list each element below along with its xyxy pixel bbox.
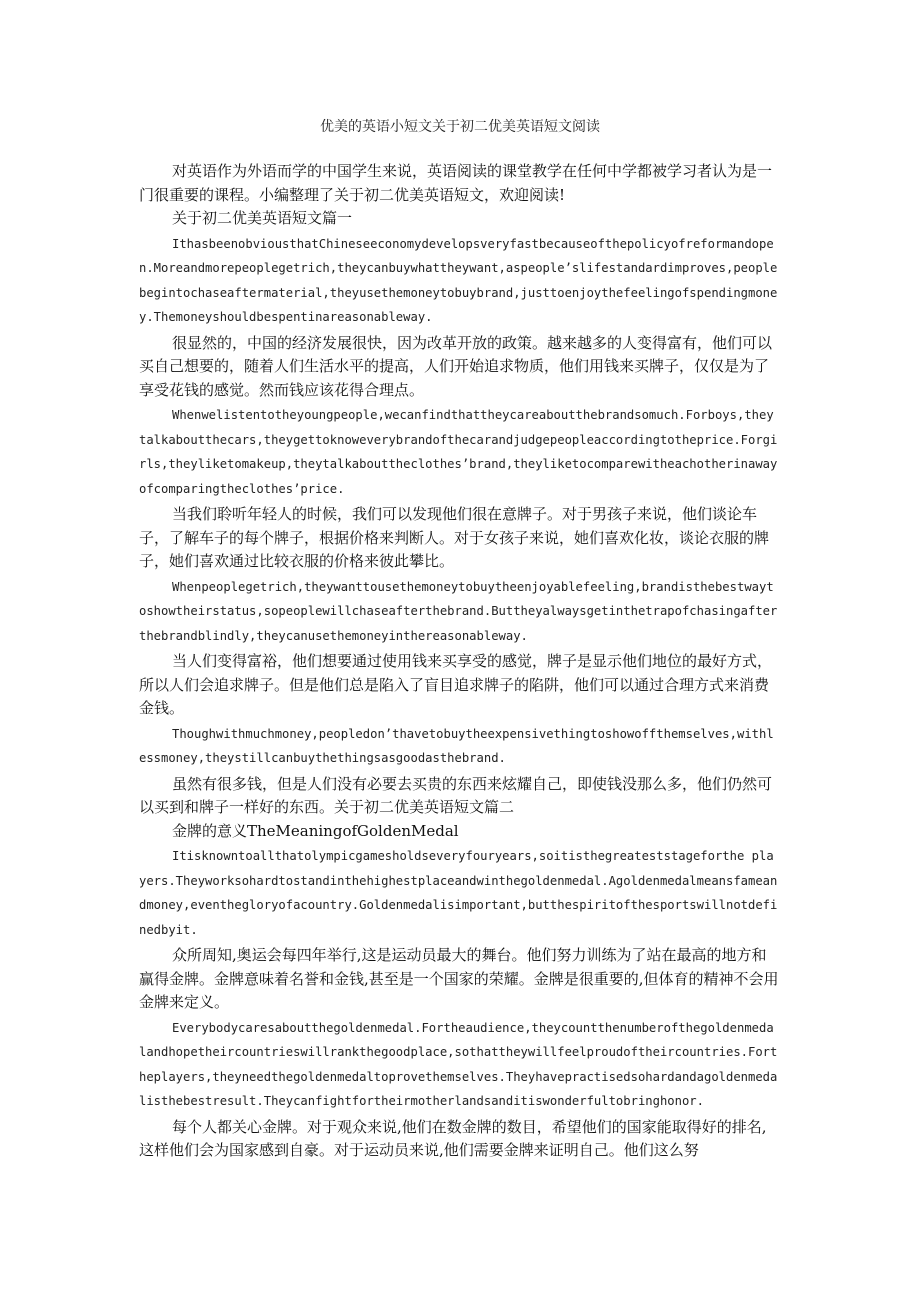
- paragraph-chinese: 很显然的，中国的经济发展很快，因为改革开放的政策。越来越多的人变得富有，他们可以买自己想要的，随着人们生活水平的提高，人们开始追求物质，他们用钱来买牌子，仅仅是为了享受花钱的感觉。然而钱应该花得合理点。: [139, 333, 773, 399]
- section-heading-two: 金牌的意义TheMeaningofGoldenMedal: [172, 821, 459, 840]
- paragraph-chinese: 众所周知,奥运会每四年举行,这是运动员最大的舞台。他们努力训练为了站在最高的地方和赢得金牌。金牌意味着名誉和金钱,甚至是一个国家的荣耀。金牌是很重要的,但体育的精神不会用金牌来定义。: [139, 946, 779, 1011]
- paragraph-chinese: 每个人都关心金牌。对于观众来说,他们在数金牌的数目，希望他们的国家能取得好的排名,这样他们会为国家感到自豪。对于运动员来说,他们需要金牌来证明自己。他们这么努: [139, 1117, 767, 1159]
- section-heading-one: 关于初二优美英语短文篇一: [172, 209, 353, 227]
- paragraph-chinese: 当我们聆听年轻人的时候，我们可以发现他们很在意牌子。对于男孩子来说，他们谈论车子，了解车子的每个牌子，根据价格来判断人。对于女孩子来说，她们喜欢化妆，谈论衣服的牌子，她们喜欢通过比较衣服的价格来彼此攀比。: [139, 505, 770, 570]
- paragraph-english: Whenwelistentotheyoungpeople,wecanfindthattheycareaboutthebrandsomuch.Forboys,theytalkaboutthecars,theygettoknoweverybrandofthecarandjudgepeopleaccordingtotheprice.Forgirls,theyliketomakeup,theytalkabouttheclothes’brand,theyliketocomparewitheachotherinawayofcomparingtheclothes’price.: [139, 408, 778, 496]
- paragraph-english: Everybodycaresaboutthegoldenmedal.Fortheaudience,theycountthenumberofthegoldenmedalandhopetheircountrieswillrankthegoodplace,sothattheywillfeelproudoftheircountries.Fortheplayers,theyneedthegoldenmedaltoprovethemselves.Theyhavepractisedsohardandagoldenmedalisthebestresult.Theycanfightfortheirmotherlandsanditiswonderfultobringhonor.: [139, 1020, 778, 1108]
- paragraph-english: Itisknowntoallthatolympicgamesholdseveryfouryears,soitisthegreateststageforthe players.Theyworksohardtostandinthehighestplaceandwinthegoldenmedal.Agoldenmedalmeansfameandmoney,eventhegloryofacountry.Goldenmedalisimportant,butthespiritofthesportswillnotdefinedbyit.: [139, 849, 778, 937]
- document-title: 优美的英语小短文关于初二优美英语短文阅读: [320, 119, 600, 135]
- paragraph-intro: 对英语作为外语而学的中国学生来说，英语阅读的课堂教学在任何中学都被学习者认为是一门很重要的课程。小编整理了关于初二优美英语短文，欢迎阅读!: [139, 162, 773, 204]
- document-body: [139, 160, 779, 1163]
- paragraph-chinese: 当人们变得富裕，他们想要通过使用钱来买享受的感觉，牌子是显示他们地位的最好方式，所以人们会追求牌子。但是他们总是陷入了盲目追求牌子的陷阱，他们可以通过合理方式来消费金钱。: [139, 652, 773, 717]
- paragraph-chinese: 虽然有很多钱，但是人们没有必要去买贵的东西来炫耀自己，即使钱没那么多，他们仍然可以买到和牌子一样好的东西。关于初二优美英语短文篇二: [139, 774, 773, 816]
- paragraph-english: Whenpeoplegetrich,theywanttousethemoneytobuytheenjoyablefeeling,brandisthebestwaytoshowtheirstatus,sopeoplewillchaseafterthebrand.Buttheyalwaysgetinthetrapofchasingafterthebrandblindly,theycanusethemoneyinthereasonableway.: [139, 579, 778, 643]
- paragraph-english: Thoughwithmuchmoney,peopledon’thavetobuytheexpensivethingtoshowoffthemselves,withlessmoney,theystillcanbuythethingsasgoodasthebrand.: [139, 726, 774, 765]
- paragraph-english: IthasbeenobviousthatChineseeconomydevelopsveryfastbecauseofthepolicyofreformandopen.Moreandmorepeoplegetrich,theycanbuywhattheywant,aspeople’slifestandardimproves,peoplebegintochaseaftermaterial,theyusethemoneytobuybrand,justtoenjoythefeelingofspendingmoney.Themoneyshouldbespentinareasonableway.: [139, 236, 778, 324]
